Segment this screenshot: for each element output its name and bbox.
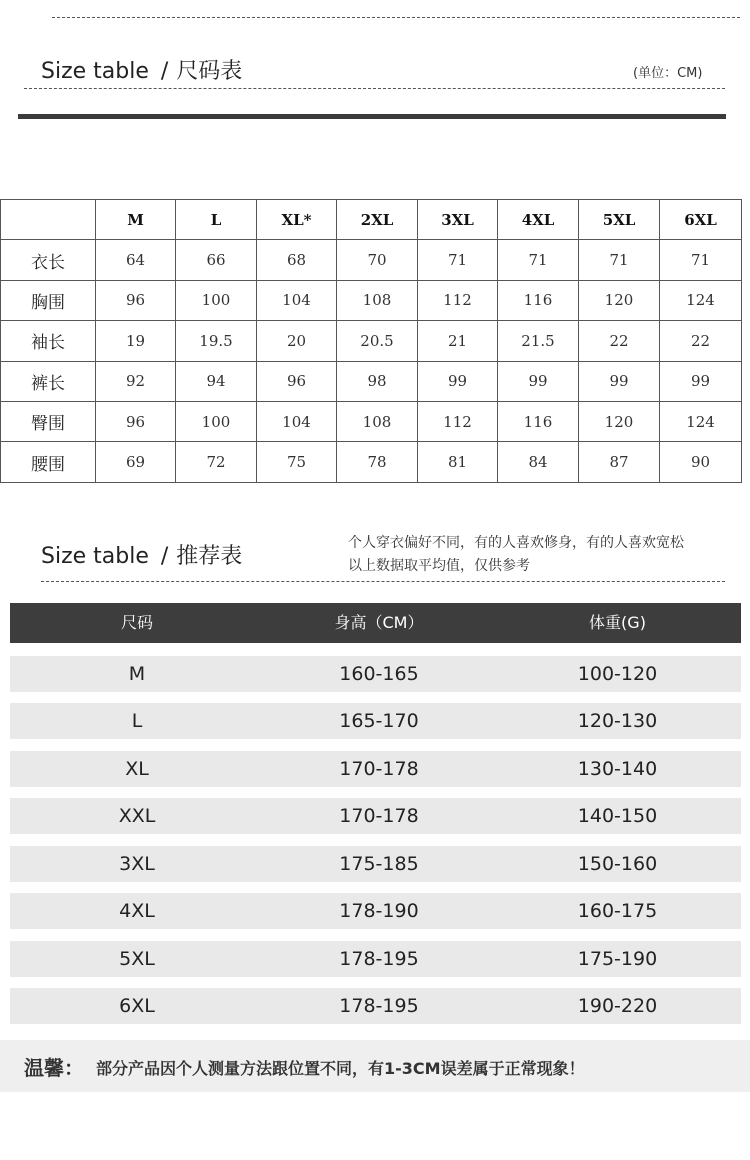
size-cell: 5XL <box>119 948 155 970</box>
table-cell: 21.5 <box>498 321 579 361</box>
recommend-title-cn: 推荐表 <box>176 544 243 569</box>
height-cell: 175-185 <box>339 853 419 875</box>
table-cell: 94 <box>176 361 257 401</box>
section-divider-bar <box>18 114 726 119</box>
header-height: 身高（CM） <box>334 613 424 632</box>
table-cell: 75 <box>257 442 337 482</box>
size-cell: L <box>131 710 143 732</box>
height-cell: 178-195 <box>339 995 419 1017</box>
table-cell: 22 <box>579 321 660 361</box>
tip-label: 温馨： <box>24 1056 84 1080</box>
table-cell: 112 <box>418 401 498 441</box>
table-cell: 69 <box>96 442 176 482</box>
weight-cell: 160-175 <box>577 900 658 922</box>
size-table-header-row <box>1 200 742 240</box>
table-cell: 72 <box>176 442 257 482</box>
size-table-title-cn: 尺码表 <box>176 59 243 84</box>
table-row <box>10 846 741 882</box>
table-cell: 99 <box>660 361 742 401</box>
table-cell: 87 <box>579 442 660 482</box>
table-row <box>1 401 742 441</box>
unit-label: (单位：CM) <box>633 66 703 81</box>
row-label: 胸围 <box>1 280 96 320</box>
table-cell: 124 <box>660 280 742 320</box>
weight-cell: 120-130 <box>577 710 658 732</box>
size-table <box>0 199 742 483</box>
table-row <box>1 240 742 280</box>
table-cell: 78 <box>337 442 418 482</box>
size-cell: 3XL <box>119 853 155 875</box>
table-cell: 99 <box>418 361 498 401</box>
table-cell: 99 <box>579 361 660 401</box>
table-cell: 68 <box>257 240 337 280</box>
recommend-table-title <box>41 539 242 570</box>
table-cell: 124 <box>660 401 742 441</box>
column-header: L <box>176 200 257 240</box>
table-cell: 71 <box>498 240 579 280</box>
table-cell: 96 <box>96 280 176 320</box>
table-row <box>10 941 741 977</box>
recommend-table-header <box>10 603 741 643</box>
table-row <box>10 893 741 929</box>
table-cell: 116 <box>498 280 579 320</box>
size-table-title-en: Size table <box>41 59 149 84</box>
table-cell: 84 <box>498 442 579 482</box>
size-cell: XXL <box>118 805 156 827</box>
table-cell: 99 <box>498 361 579 401</box>
title-separator: / <box>160 59 169 84</box>
table-cell: 100 <box>176 280 257 320</box>
table-row <box>10 751 741 787</box>
header-size: 尺码 <box>120 613 153 632</box>
table-cell: 20 <box>257 321 337 361</box>
table-cell: 96 <box>96 401 176 441</box>
size-table-title <box>41 54 242 85</box>
table-cell: 100 <box>176 401 257 441</box>
table-cell: 98 <box>337 361 418 401</box>
recommend-title-dashed-divider <box>41 581 725 582</box>
height-cell: 165-170 <box>339 710 419 732</box>
weight-cell: 140-150 <box>577 805 658 827</box>
column-header: 3XL <box>418 200 498 240</box>
header-weight: 体重(G) <box>589 613 646 632</box>
table-row <box>10 703 741 739</box>
table-cell: 112 <box>418 280 498 320</box>
size-cell: 6XL <box>119 995 155 1017</box>
weight-cell: 100-120 <box>577 663 658 685</box>
recommend-note <box>348 532 684 578</box>
size-title-dashed-divider <box>24 88 725 89</box>
column-header: 6XL <box>660 200 742 240</box>
column-header: XL* <box>257 200 337 240</box>
table-row <box>1 361 742 401</box>
column-header: 2XL <box>337 200 418 240</box>
size-cell: M <box>128 663 146 685</box>
table-cell: 90 <box>660 442 742 482</box>
size-cell: XL <box>125 758 149 780</box>
column-header: 5XL <box>579 200 660 240</box>
table-cell: 96 <box>257 361 337 401</box>
table-cell: 120 <box>579 280 660 320</box>
height-cell: 178-195 <box>339 948 419 970</box>
height-cell: 178-190 <box>339 900 419 922</box>
recommend-title-en: Size table <box>41 544 149 569</box>
row-label: 臀围 <box>1 401 96 441</box>
row-label: 衣长 <box>1 240 96 280</box>
table-cell: 22 <box>660 321 742 361</box>
table-cell: 70 <box>337 240 418 280</box>
weight-cell: 150-160 <box>577 853 658 875</box>
table-cell: 64 <box>96 240 176 280</box>
table-cell: 81 <box>418 442 498 482</box>
table-cell: 104 <box>257 280 337 320</box>
table-cell: 71 <box>660 240 742 280</box>
corner-cell <box>1 200 96 240</box>
table-row <box>10 798 741 834</box>
title-separator: / <box>160 544 169 569</box>
height-cell: 170-178 <box>339 758 419 780</box>
table-cell: 19.5 <box>176 321 257 361</box>
table-cell: 20.5 <box>337 321 418 361</box>
row-label: 袖长 <box>1 321 96 361</box>
note-line: 个人穿衣偏好不同，有的人喜欢修身，有的人喜欢宽松 <box>348 535 684 551</box>
table-cell: 71 <box>579 240 660 280</box>
table-cell: 21 <box>418 321 498 361</box>
weight-cell: 190-220 <box>577 995 658 1017</box>
column-header: 4XL <box>498 200 579 240</box>
table-row <box>1 280 742 320</box>
weight-cell: 130-140 <box>577 758 658 780</box>
table-cell: 71 <box>418 240 498 280</box>
top-dashed-divider <box>52 17 740 18</box>
table-row <box>10 988 741 1024</box>
table-row <box>1 442 742 482</box>
table-cell: 116 <box>498 401 579 441</box>
tip-text: 部分产品因个人测量方法跟位置不同，有1-3CM误差属于正常现象！ <box>96 1059 585 1078</box>
weight-cell: 175-190 <box>577 948 658 970</box>
size-cell: 4XL <box>119 900 155 922</box>
table-cell: 104 <box>257 401 337 441</box>
table-cell: 108 <box>337 280 418 320</box>
column-header: M <box>96 200 176 240</box>
height-cell: 160-165 <box>339 663 419 685</box>
table-row <box>10 656 741 692</box>
table-row <box>1 321 742 361</box>
table-cell: 92 <box>96 361 176 401</box>
row-label: 裤长 <box>1 361 96 401</box>
table-cell: 120 <box>579 401 660 441</box>
table-cell: 66 <box>176 240 257 280</box>
tip-banner <box>0 1040 750 1092</box>
table-cell: 108 <box>337 401 418 441</box>
height-cell: 170-178 <box>339 805 419 827</box>
row-label: 腰围 <box>1 442 96 482</box>
table-cell: 19 <box>96 321 176 361</box>
note-line: 以上数据取平均值，仅供参考 <box>348 558 530 574</box>
